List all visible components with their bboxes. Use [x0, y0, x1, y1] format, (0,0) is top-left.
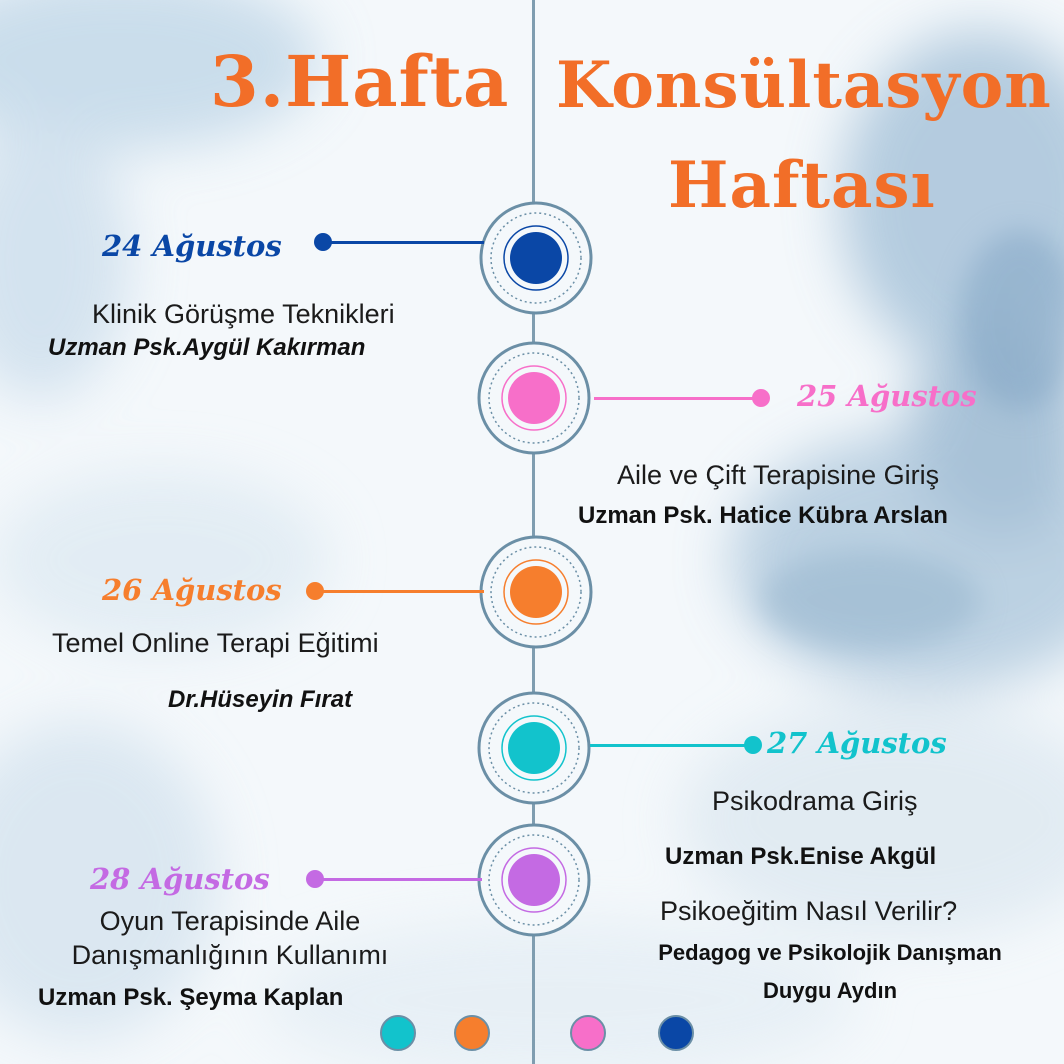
- event-speaker: Dr.Hüseyin Fırat: [168, 686, 353, 713]
- event-speaker: Uzman Psk.Enise Akgül: [665, 843, 937, 870]
- event-date: 24 Ağustos: [102, 229, 282, 263]
- event-topic-secondary: Psikoeğitim Nasıl Verilir?: [660, 896, 958, 926]
- event-date: 25 Ağustos: [797, 379, 977, 413]
- decorative-dot-orange: [454, 1015, 490, 1051]
- decorative-dot-pink: [570, 1015, 606, 1051]
- event-date: 27 Ağustos: [767, 726, 947, 760]
- decorative-dot-blue: [658, 1015, 694, 1051]
- page-title-line2: Haftası: [668, 148, 936, 223]
- speaker-line: Pedagog ve Psikolojik Danışman: [658, 940, 1002, 965]
- connector-line: [322, 241, 484, 244]
- speaker-line: Duygu Aydın: [762, 978, 898, 1003]
- event-topic: [20, 904, 440, 972]
- event-topic: Aile ve Çift Terapisine Giriş: [617, 460, 940, 490]
- timeline-node-purple: [476, 822, 592, 938]
- timeline-node-pink: [476, 340, 592, 456]
- decorative-dot-teal: [380, 1015, 416, 1051]
- connector-line: [590, 744, 754, 747]
- event-date: 26 Ağustos: [102, 573, 282, 607]
- event-topic: Temel Online Terapi Eğitimi: [52, 628, 379, 658]
- topic-line: Oyun Terapisinde Aile: [99, 906, 361, 936]
- timeline-node-blue: [478, 200, 594, 316]
- event-date: 28 Ağustos: [90, 862, 270, 896]
- event-topic: Psikodrama Giriş: [712, 786, 918, 816]
- page-title-line1: Konsültasyon: [556, 48, 1052, 123]
- connector-dot: [306, 582, 324, 600]
- connector-line: [316, 878, 482, 881]
- timeline-node-teal: [476, 690, 592, 806]
- event-topic: Klinik Görüşme Teknikleri: [92, 299, 395, 329]
- week-title: 3.Hafta: [210, 40, 510, 123]
- connector-dot: [314, 233, 332, 251]
- connector-dot: [744, 736, 762, 754]
- timeline-node-orange: [478, 534, 594, 650]
- event-speaker-secondary: [620, 934, 1040, 1010]
- connector-dot: [306, 870, 324, 888]
- event-speaker: Uzman Psk. Şeyma Kaplan: [38, 984, 344, 1011]
- connector-line: [314, 590, 484, 593]
- connector-line: [594, 397, 762, 400]
- connector-dot: [752, 389, 770, 407]
- event-speaker: Uzman Psk.Aygül Kakırman: [48, 334, 366, 361]
- event-speaker: Uzman Psk. Hatice Kübra Arslan: [578, 502, 948, 529]
- topic-line: Danışmanlığının Kullanımı: [71, 940, 389, 970]
